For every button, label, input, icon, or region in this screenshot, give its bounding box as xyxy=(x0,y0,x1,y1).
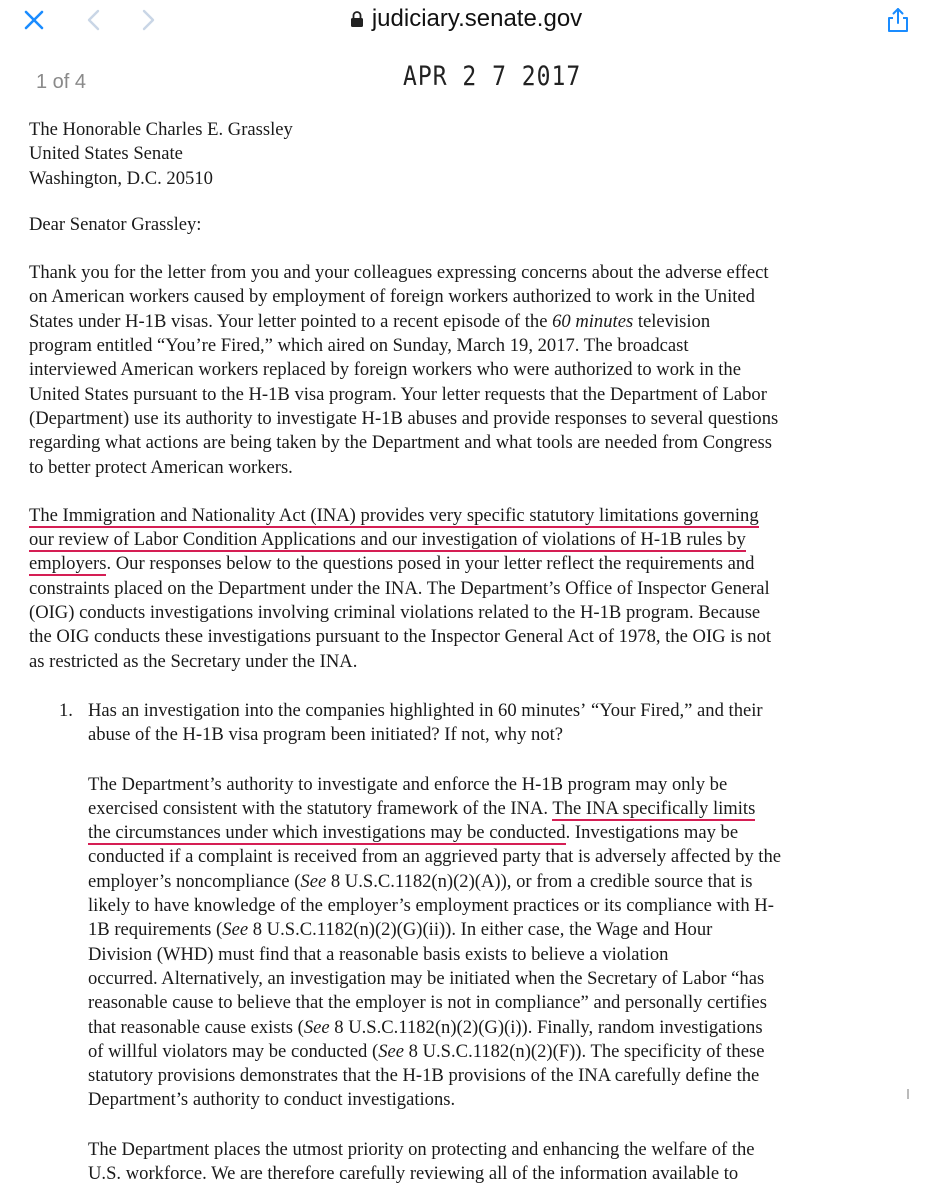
back-button[interactable] xyxy=(74,2,114,38)
text-line xyxy=(29,310,914,334)
text-span: . Our responses below to the questions posed in your letter reflect the requirements and xyxy=(106,553,755,575)
highlighted-text: The INA specifically limits xyxy=(552,797,756,819)
recipient-address xyxy=(29,118,914,191)
text-line xyxy=(29,552,914,576)
text-line xyxy=(29,504,914,528)
address-line: The Honorable Charles E. Grassley xyxy=(29,119,293,140)
intro-paragraph xyxy=(29,261,914,480)
highlighted-text: employers xyxy=(29,553,107,575)
show-title: 60 minutes xyxy=(552,310,634,332)
letter-body xyxy=(29,118,914,1186)
text-span: that reasonable cause exists ( xyxy=(88,1016,304,1038)
forward-chevron-icon xyxy=(140,8,156,32)
text-line: conducted if a complaint is received from an aggrieved party that is adversely affected by the xyxy=(88,846,782,868)
text-line xyxy=(88,870,914,894)
url-text: judiciary.senate.gov xyxy=(371,5,583,32)
text-line: Division (WHD) must find that a reasonable basis exists to believe a violation xyxy=(88,943,669,965)
text-span: States under H-1B visas. Your letter pointed to a recent episode of the xyxy=(29,310,553,332)
text-line: likely to have knowledge of the employer’s employment practices or its compliance with H- xyxy=(88,895,774,917)
salutation: Dear Senator Grassley: xyxy=(29,213,202,235)
text-line: reasonable cause to believe that the employer is not in compliance” and personally certifies xyxy=(88,992,767,1014)
text-line: interviewed American workers replaced by foreign workers who were authorized to work in the xyxy=(29,359,741,381)
text-line: occurred. Alternatively, an investigation may be initiated when the Secretary of Labor “has xyxy=(88,967,765,989)
text-line xyxy=(29,528,914,552)
text-line: U.S. workforce. We are therefore carefully reviewing all of the information available to xyxy=(88,1162,739,1184)
question-text xyxy=(59,699,914,748)
address-bar[interactable] xyxy=(250,0,682,38)
text-line: program entitled “You’re Fired,” which aired on Sunday, March 19, 2017. The broadcast xyxy=(29,335,689,357)
text-line xyxy=(88,1040,914,1064)
text-span: . Investigations may be xyxy=(565,822,739,844)
lock-icon xyxy=(350,10,364,28)
page-counter: 1 of 4 xyxy=(36,71,87,93)
close-button[interactable] xyxy=(14,2,54,38)
text-line: the OIG conducts these investigations pursuant to the Inspector General Act of 1978, the OIG is not xyxy=(29,626,772,648)
text-line: on American workers caused by employment of foreign workers authorized to work in the United xyxy=(29,286,755,308)
text-line: as restricted as the Secretary under the INA. xyxy=(29,650,358,672)
text-span: employer’s noncompliance ( xyxy=(88,870,301,892)
text-line: Department’s authority to conduct investigations. xyxy=(88,1089,456,1111)
text-line: statutory provisions demonstrates that the H-1B provisions of the INA carefully define the xyxy=(88,1065,760,1087)
forward-button[interactable] xyxy=(128,2,168,38)
see-ref: See xyxy=(300,870,327,892)
highlighted-text: The Immigration and Nationality Act (INA) provides very specific statutory limitations governing xyxy=(29,504,759,526)
text-line: abuse of the H-1B visa program been initiated? If not, why not? xyxy=(88,724,564,746)
text-span: 1B requirements ( xyxy=(88,919,223,941)
text-span: 8 U.S.C.1182(n)(2)(G)(ii)). In either case, the Wage and Hour xyxy=(248,919,713,941)
question-1 xyxy=(29,699,914,748)
see-ref: See xyxy=(303,1016,330,1038)
text-line: Has an investigation into the companies highlighted in 60 minutesʼ “Your Fired,” and their xyxy=(88,699,763,721)
text-line: (OIG) conducts investigations involving criminal violations related to the H-1B program. Because xyxy=(29,602,761,624)
highlighted-text: our review of Labor Condition Applications and our investigation of violations of H-1B rules by xyxy=(29,529,746,551)
share-button[interactable] xyxy=(878,2,918,38)
text-line: The Department’s authority to investigate and enforce the H-1B program may only be xyxy=(88,773,728,795)
share-icon xyxy=(887,7,909,33)
back-chevron-icon xyxy=(86,8,102,32)
highlighted-text: the circumstances under which investigations may be conducted xyxy=(88,822,566,844)
question-number: 1. xyxy=(59,699,73,721)
text-line: The Department places the utmost priority on protecting and enhancing the welfare of the xyxy=(88,1138,755,1160)
text-span: television xyxy=(633,310,711,332)
see-ref: See xyxy=(222,919,249,941)
scan-artifact xyxy=(907,1089,909,1099)
text-line: regarding what actions are being taken by the Department and what tools are needed from Congress xyxy=(29,432,772,454)
close-icon xyxy=(23,9,45,31)
text-line: constraints placed on the Department under the INA. The Department’s Office of Inspector General xyxy=(29,577,770,599)
text-line: to better protect American workers. xyxy=(29,456,293,478)
text-span: 8 U.S.C.1182(n)(2)(A)), or from a credible source that is xyxy=(326,870,753,892)
text-line: (Department) use its authority to investigate H-1B abuses and provide responses to several questions xyxy=(29,407,779,429)
text-line: Thank you for the letter from you and your colleagues expressing concerns about the adverse effect xyxy=(29,262,769,284)
text-line xyxy=(88,821,914,845)
see-ref: See xyxy=(378,1040,405,1062)
text-span: 8 U.S.C.1182(n)(2)(F)). The specificity of these xyxy=(404,1040,765,1062)
closing-paragraph xyxy=(29,1138,914,1187)
address-line: Washington, D.C. 20510 xyxy=(29,167,213,189)
date-stamp: APR 2 7 2017 xyxy=(403,62,582,92)
document-page xyxy=(0,42,932,1200)
browser-toolbar xyxy=(0,0,932,43)
text-line: United States pursuant to the H-1B visa program. Your letter requests that the Department of Labor xyxy=(29,383,767,405)
text-line xyxy=(88,797,914,821)
text-span: exercised consistent with the statutory framework of the INA. xyxy=(88,797,553,819)
answer-paragraph xyxy=(29,773,914,1113)
address-line: United States Senate xyxy=(29,143,183,165)
text-span: of willful violators may be conducted ( xyxy=(88,1040,379,1062)
text-span: 8 U.S.C.1182(n)(2)(G)(i)). Finally, random investigations xyxy=(329,1016,763,1038)
text-line xyxy=(88,1016,914,1040)
text-line xyxy=(88,918,914,942)
ina-paragraph xyxy=(29,504,914,674)
